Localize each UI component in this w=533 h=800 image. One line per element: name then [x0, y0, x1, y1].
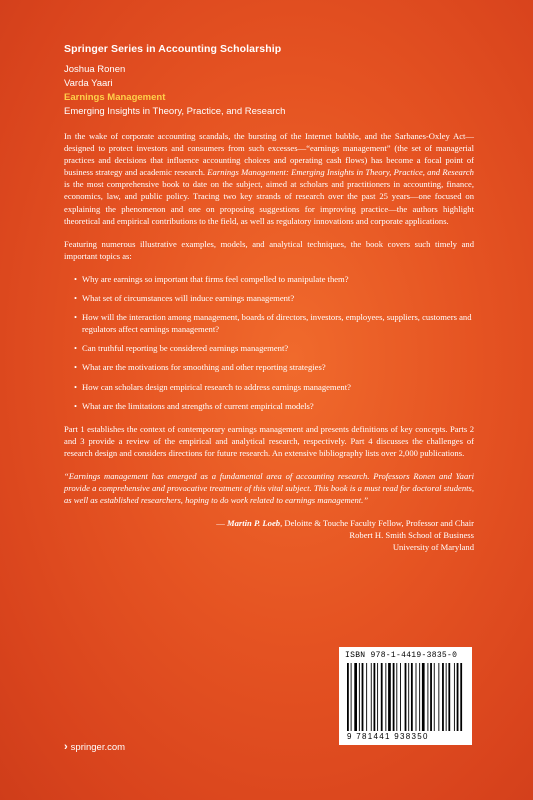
isbn-barcode-box: [339, 647, 472, 745]
book-title: Earnings Management: [64, 92, 166, 103]
topics-lead: Featuring numerous illustrative examples, models, and analytical techniques, the book covers such timely and important topics as:: [64, 238, 474, 261]
topic-item: • Can truthful reporting be considered earnings management?: [74, 342, 474, 354]
topics-list: [74, 273, 474, 412]
topic-item: • What set of circumstances will induce earnings management?: [74, 292, 474, 304]
author-name: Joshua Ronen: [64, 64, 126, 75]
topic-item: • What are the limitations and strengths of current empirical models?: [74, 400, 474, 412]
author-name: Varda Yaari: [64, 78, 113, 89]
topic-item: • Why are earnings so important that firms feel compelled to manipulate them?: [74, 273, 474, 285]
endorser-title: , Deloitte & Touche Faculty Fellow, Professor and Chair: [280, 518, 474, 529]
endorsement-quote: “Earnings management has emerged as a fundamental area of accounting research. Professors Ronen and Yaari provide a comprehensive and provocative treatment of this vital subject. This book is a must read for doctoral students, as well as established researchers, hoping to do work related to earnings management.”: [64, 470, 474, 506]
attribution-dash: —: [216, 518, 227, 529]
endorser-university: University of Maryland: [392, 542, 474, 553]
topic-item: • What are the motivations for smoothing and other reporting strategies?: [74, 361, 474, 373]
barcode-digits: 9 781441 938350: [347, 732, 429, 741]
intro-part-2: is the most comprehensive book to date on the subject, aimed at scholars and practitioners in accounting, finance, economics, law, and public policy. Tracing two key strands of research over the past 25 years—one focused on explaining the phenomenon and one on proposing suggestions for improving practice—the authors highlight theoretical and empirical contributions to the field, as well as regulatory innovations and corporate applications.: [64, 179, 474, 226]
back-cover-text: [64, 130, 474, 554]
publisher-url[interactable]: springer.com: [70, 741, 126, 753]
series-title: Springer Series in Accounting Scholarship: [64, 43, 282, 55]
publisher-footer: [64, 741, 125, 753]
endorser-school: Robert H. Smith School of Business: [349, 530, 474, 541]
endorser-name: Martin P. Loeb: [226, 518, 281, 529]
parts-paragraph: Part 1 establishes the context of contemporary earnings management and presents definitions of key concepts. Parts 2 and 3 provide a review of the empirical and analytical research, respectively. Part 4 discusses the challenges of research design and considers directions for future research. An extensive bibliography lists over 2,000 publications.: [64, 423, 474, 458]
topic-item: • How can scholars design empirical research to address earnings management?: [74, 381, 474, 393]
intro-paragraph: [64, 130, 474, 227]
intro-part-1: In the wake of corporate accounting scandals, the bursting of the Internet bubble, and the Sarbanes-Oxley Act—designed to protect investors and consumers from such excesses—“earnings management” (the set of managerial practices and decisions that influence accounting choices and operating cash flows) has become a focal point of business strategy and academic research.: [64, 131, 474, 178]
author-block: [64, 63, 285, 119]
chevron-right-icon: ›: [64, 741, 68, 753]
book-subtitle: Emerging Insights in Theory, Practice, and Research: [64, 106, 286, 117]
isbn-number: ISBN 978-1-4419-3835-0: [345, 651, 458, 660]
intro-title-reference: Earnings Management: Emerging Insights in Theory, Practice, and Research: [207, 167, 474, 178]
topic-item: • How will the interaction among management, boards of directors, investors, employees, suppliers, customers and regulators affect earnings management?: [74, 311, 474, 335]
endorsement-attribution: [64, 517, 474, 553]
barcode-icon: [347, 663, 465, 731]
